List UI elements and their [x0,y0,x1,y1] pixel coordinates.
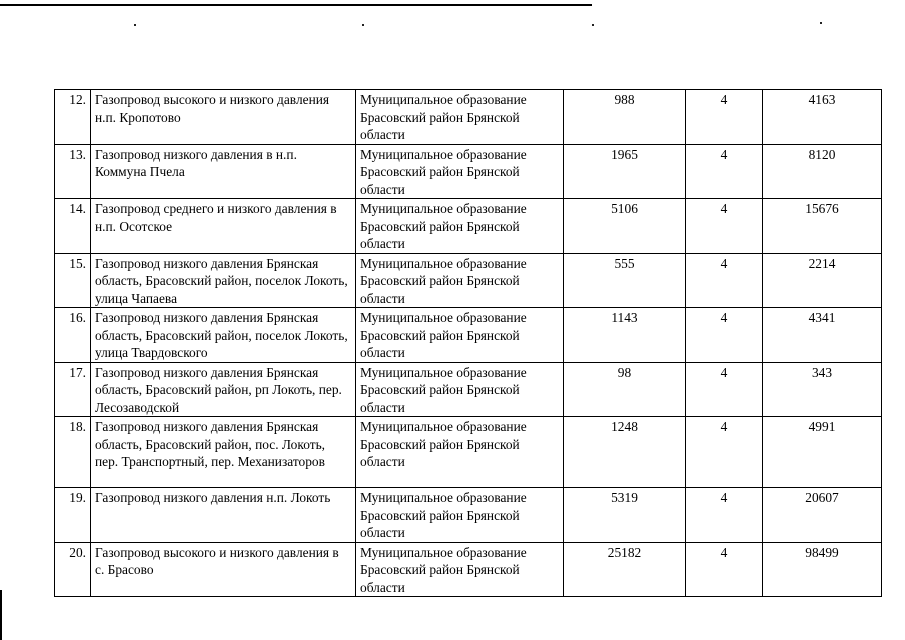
row-number: 19. [55,488,91,543]
table-row [55,90,882,145]
cost-value: 15676 [763,199,882,254]
object-name: Газопровод низкого давления в н.п. Коммуна Пчела [91,144,356,199]
table-row [55,308,882,363]
gas-pipeline-table [54,89,882,597]
object-name: Газопровод низкого давления н.п. Локоть [91,488,356,543]
category: 4 [686,199,763,254]
object-name: Газопровод низкого давления Брянская область, Брасовский район, поселок Локоть, улица Чапаева [91,253,356,308]
row-number: 12. [55,90,91,145]
object-name: Газопровод высокого и низкого давления н.п. Кропотово [91,90,356,145]
table-row [55,144,882,199]
owner-name: Муниципальное образование Брасовский район Брянской области [356,199,564,254]
owner-name: Муниципальное образование Брасовский район Брянской области [356,144,564,199]
pipeline-length: 555 [564,253,686,308]
category: 4 [686,542,763,597]
scan-speck [820,22,822,24]
pipeline-length: 988 [564,90,686,145]
scan-speck [362,24,364,26]
owner-name: Муниципальное образование Брасовский район Брянской области [356,417,564,488]
category: 4 [686,308,763,363]
cost-value: 343 [763,362,882,417]
scan-speck [592,24,594,26]
row-number: 14. [55,199,91,254]
table-row [55,362,882,417]
category: 4 [686,144,763,199]
table-row [55,488,882,543]
owner-name: Муниципальное образование Брасовский район Брянской области [356,253,564,308]
pipeline-length: 25182 [564,542,686,597]
row-number: 18. [55,417,91,488]
cost-value: 98499 [763,542,882,597]
pipeline-length: 1143 [564,308,686,363]
owner-name: Муниципальное образование Брасовский район Брянской области [356,542,564,597]
owner-name: Муниципальное образование Брасовский район Брянской области [356,90,564,145]
category: 4 [686,488,763,543]
pipeline-length: 1248 [564,417,686,488]
pipeline-length: 1965 [564,144,686,199]
category: 4 [686,253,763,308]
table-row [55,417,882,488]
row-number: 16. [55,308,91,363]
cost-value: 2214 [763,253,882,308]
category: 4 [686,90,763,145]
cost-value: 4341 [763,308,882,363]
scan-speck [134,24,136,26]
row-number: 17. [55,362,91,417]
table-row [55,542,882,597]
row-number: 13. [55,144,91,199]
cost-value: 20607 [763,488,882,543]
cost-value: 8120 [763,144,882,199]
row-number: 15. [55,253,91,308]
category: 4 [686,417,763,488]
row-number: 20. [55,542,91,597]
pipeline-length: 5106 [564,199,686,254]
object-name: Газопровод низкого давления Брянская область, Брасовский район, поселок Локоть, улица Твардовского [91,308,356,363]
category: 4 [686,362,763,417]
table-row [55,199,882,254]
object-name: Газопровод низкого давления Брянская область, Брасовский район, рп Локоть, пер. Лесозаводской [91,362,356,417]
owner-name: Муниципальное образование Брасовский район Брянской области [356,308,564,363]
owner-name: Муниципальное образование Брасовский район Брянской области [356,488,564,543]
object-name: Газопровод среднего и низкого давления в н.п. Осотское [91,199,356,254]
cost-value: 4991 [763,417,882,488]
pipeline-length: 98 [564,362,686,417]
owner-name: Муниципальное образование Брасовский район Брянской области [356,362,564,417]
header-rule [0,4,592,6]
cost-value: 4163 [763,90,882,145]
object-name: Газопровод низкого давления Брянская область, Брасовский район, пос. Локоть, пер. Транспортный, пер. Механизаторов [91,417,356,488]
pipeline-length: 5319 [564,488,686,543]
table-row [55,253,882,308]
scan-edge [0,590,2,640]
object-name: Газопровод высокого и низкого давления в с. Брасово [91,542,356,597]
